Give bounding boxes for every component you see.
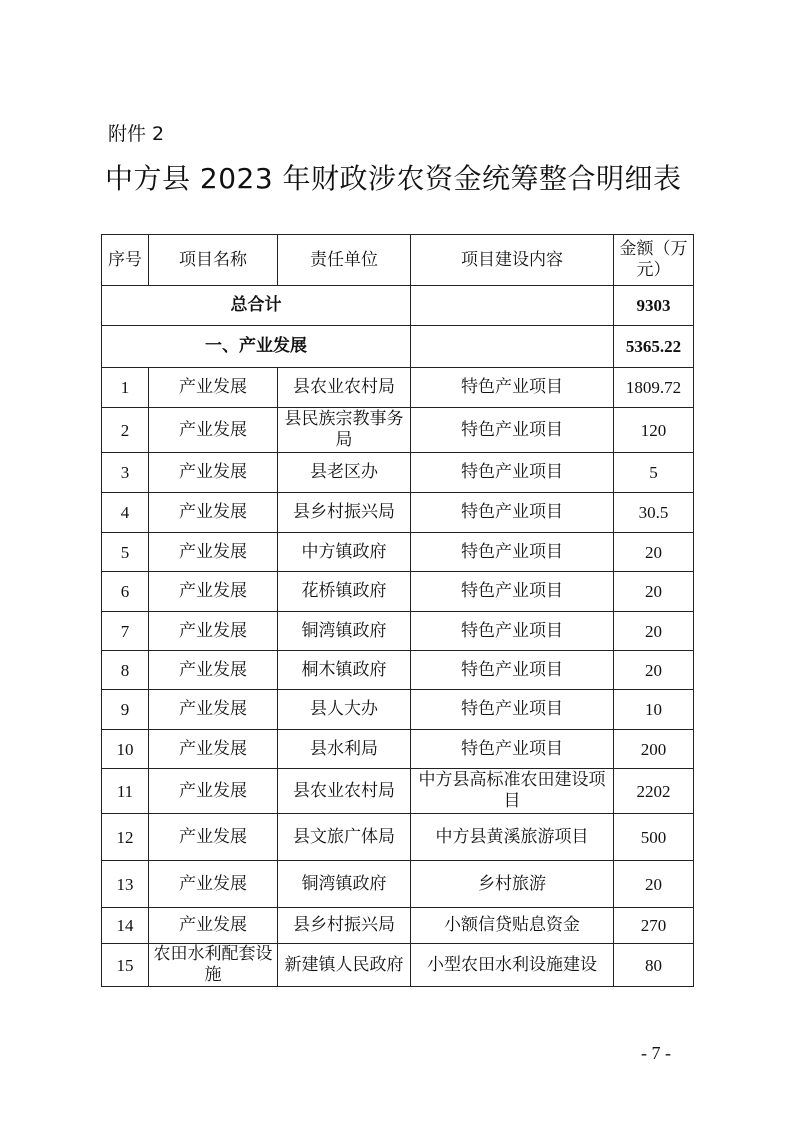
- table-row: [102, 453, 694, 493]
- row-content: 特色产业项目: [411, 690, 614, 730]
- row-amount: 2202: [614, 769, 694, 814]
- row-responsible-unit: 县文旅广体局: [278, 814, 411, 861]
- row-amount: 10: [614, 690, 694, 730]
- row-content: 特色产业项目: [411, 572, 614, 612]
- row-project-name: 产业发展: [149, 690, 278, 730]
- row-content: 特色产业项目: [411, 730, 614, 769]
- row-seq: 7: [102, 612, 149, 651]
- row-responsible-unit: 县人大办: [278, 690, 411, 730]
- section-row: [102, 326, 694, 368]
- row-amount: 120: [614, 408, 694, 453]
- row-amount: 20: [614, 612, 694, 651]
- table-row: [102, 769, 694, 814]
- table-row: [102, 408, 694, 453]
- row-content: 小额信贷贴息资金: [411, 908, 614, 944]
- row-amount: 500: [614, 814, 694, 861]
- grand-total-amount: 9303: [614, 286, 694, 326]
- table-row: [102, 814, 694, 861]
- row-project-name: 产业发展: [149, 612, 278, 651]
- row-responsible-unit: 桐木镇政府: [278, 651, 411, 690]
- row-content: 特色产业项目: [411, 453, 614, 493]
- funds-detail-table: [101, 234, 694, 987]
- row-project-name: 产业发展: [149, 814, 278, 861]
- row-seq: 12: [102, 814, 149, 861]
- row-content: 特色产业项目: [411, 493, 614, 533]
- row-responsible-unit: 县农业农村局: [278, 368, 411, 408]
- row-project-name: 产业发展: [149, 368, 278, 408]
- header-seq: 序号: [102, 235, 149, 286]
- grand-total-row: [102, 286, 694, 326]
- row-content: 乡村旅游: [411, 861, 614, 908]
- table-row: [102, 908, 694, 944]
- row-project-name: 产业发展: [149, 453, 278, 493]
- header-content: 项目建设内容: [411, 235, 614, 286]
- row-seq: 8: [102, 651, 149, 690]
- row-amount: 200: [614, 730, 694, 769]
- row-content: 中方县高标准农田建设项目: [411, 769, 614, 814]
- section-empty-cell: [411, 326, 614, 368]
- section-label: 一、产业发展: [102, 326, 411, 368]
- table-row: [102, 944, 694, 987]
- row-seq: 3: [102, 453, 149, 493]
- row-amount: 20: [614, 651, 694, 690]
- row-seq: 1: [102, 368, 149, 408]
- row-content: 特色产业项目: [411, 612, 614, 651]
- row-project-name: 产业发展: [149, 769, 278, 814]
- row-content: 特色产业项目: [411, 368, 614, 408]
- row-content: 特色产业项目: [411, 408, 614, 453]
- row-responsible-unit: 花桥镇政府: [278, 572, 411, 612]
- row-amount: 5: [614, 453, 694, 493]
- row-seq: 2: [102, 408, 149, 453]
- row-project-name: 产业发展: [149, 408, 278, 453]
- row-amount: 80: [614, 944, 694, 987]
- attachment-label: 附件 2: [108, 123, 165, 145]
- header-project-name: 项目名称: [149, 235, 278, 286]
- row-seq: 9: [102, 690, 149, 730]
- table-row: [102, 368, 694, 408]
- table-row: [102, 861, 694, 908]
- row-project-name: 产业发展: [149, 908, 278, 944]
- row-content: 特色产业项目: [411, 533, 614, 572]
- grand-total-label: 总合计: [102, 286, 411, 326]
- row-project-name: 产业发展: [149, 651, 278, 690]
- table-row: [102, 493, 694, 533]
- row-project-name: 产业发展: [149, 533, 278, 572]
- row-project-name: 产业发展: [149, 730, 278, 769]
- row-project-name: 农田水利配套设施: [149, 944, 278, 987]
- table-row: [102, 612, 694, 651]
- row-seq: 13: [102, 861, 149, 908]
- row-project-name: 产业发展: [149, 861, 278, 908]
- row-amount: 30.5: [614, 493, 694, 533]
- row-project-name: 产业发展: [149, 493, 278, 533]
- row-seq: 10: [102, 730, 149, 769]
- row-content: 特色产业项目: [411, 651, 614, 690]
- row-seq: 4: [102, 493, 149, 533]
- row-amount: 1809.72: [614, 368, 694, 408]
- row-seq: 6: [102, 572, 149, 612]
- row-responsible-unit: 县水利局: [278, 730, 411, 769]
- page-title: 中方县 2023 年财政涉农资金统筹整合明细表: [105, 162, 682, 195]
- row-amount: 20: [614, 533, 694, 572]
- row-amount: 270: [614, 908, 694, 944]
- table-row: [102, 651, 694, 690]
- table-row: [102, 730, 694, 769]
- page-number: - 7 -: [641, 1043, 671, 1063]
- header-amount: 金额（万元）: [614, 235, 694, 286]
- header-responsible-unit: 责任单位: [278, 235, 411, 286]
- row-seq: 15: [102, 944, 149, 987]
- row-content: 中方县黄溪旅游项目: [411, 814, 614, 861]
- row-responsible-unit: 铜湾镇政府: [278, 612, 411, 651]
- row-responsible-unit: 县老区办: [278, 453, 411, 493]
- row-responsible-unit: 县乡村振兴局: [278, 493, 411, 533]
- row-responsible-unit: 铜湾镇政府: [278, 861, 411, 908]
- row-content: 小型农田水利设施建设: [411, 944, 614, 987]
- row-seq: 5: [102, 533, 149, 572]
- table-row: [102, 690, 694, 730]
- header-row: [102, 235, 694, 286]
- row-responsible-unit: 新建镇人民政府: [278, 944, 411, 987]
- section-amount: 5365.22: [614, 326, 694, 368]
- row-seq: 14: [102, 908, 149, 944]
- table-row: [102, 533, 694, 572]
- row-project-name: 产业发展: [149, 572, 278, 612]
- row-amount: 20: [614, 572, 694, 612]
- row-responsible-unit: 中方镇政府: [278, 533, 411, 572]
- row-responsible-unit: 县农业农村局: [278, 769, 411, 814]
- row-responsible-unit: 县民族宗教事务局: [278, 408, 411, 453]
- table-row: [102, 572, 694, 612]
- grand-total-empty-cell: [411, 286, 614, 326]
- row-seq: 11: [102, 769, 149, 814]
- row-responsible-unit: 县乡村振兴局: [278, 908, 411, 944]
- row-amount: 20: [614, 861, 694, 908]
